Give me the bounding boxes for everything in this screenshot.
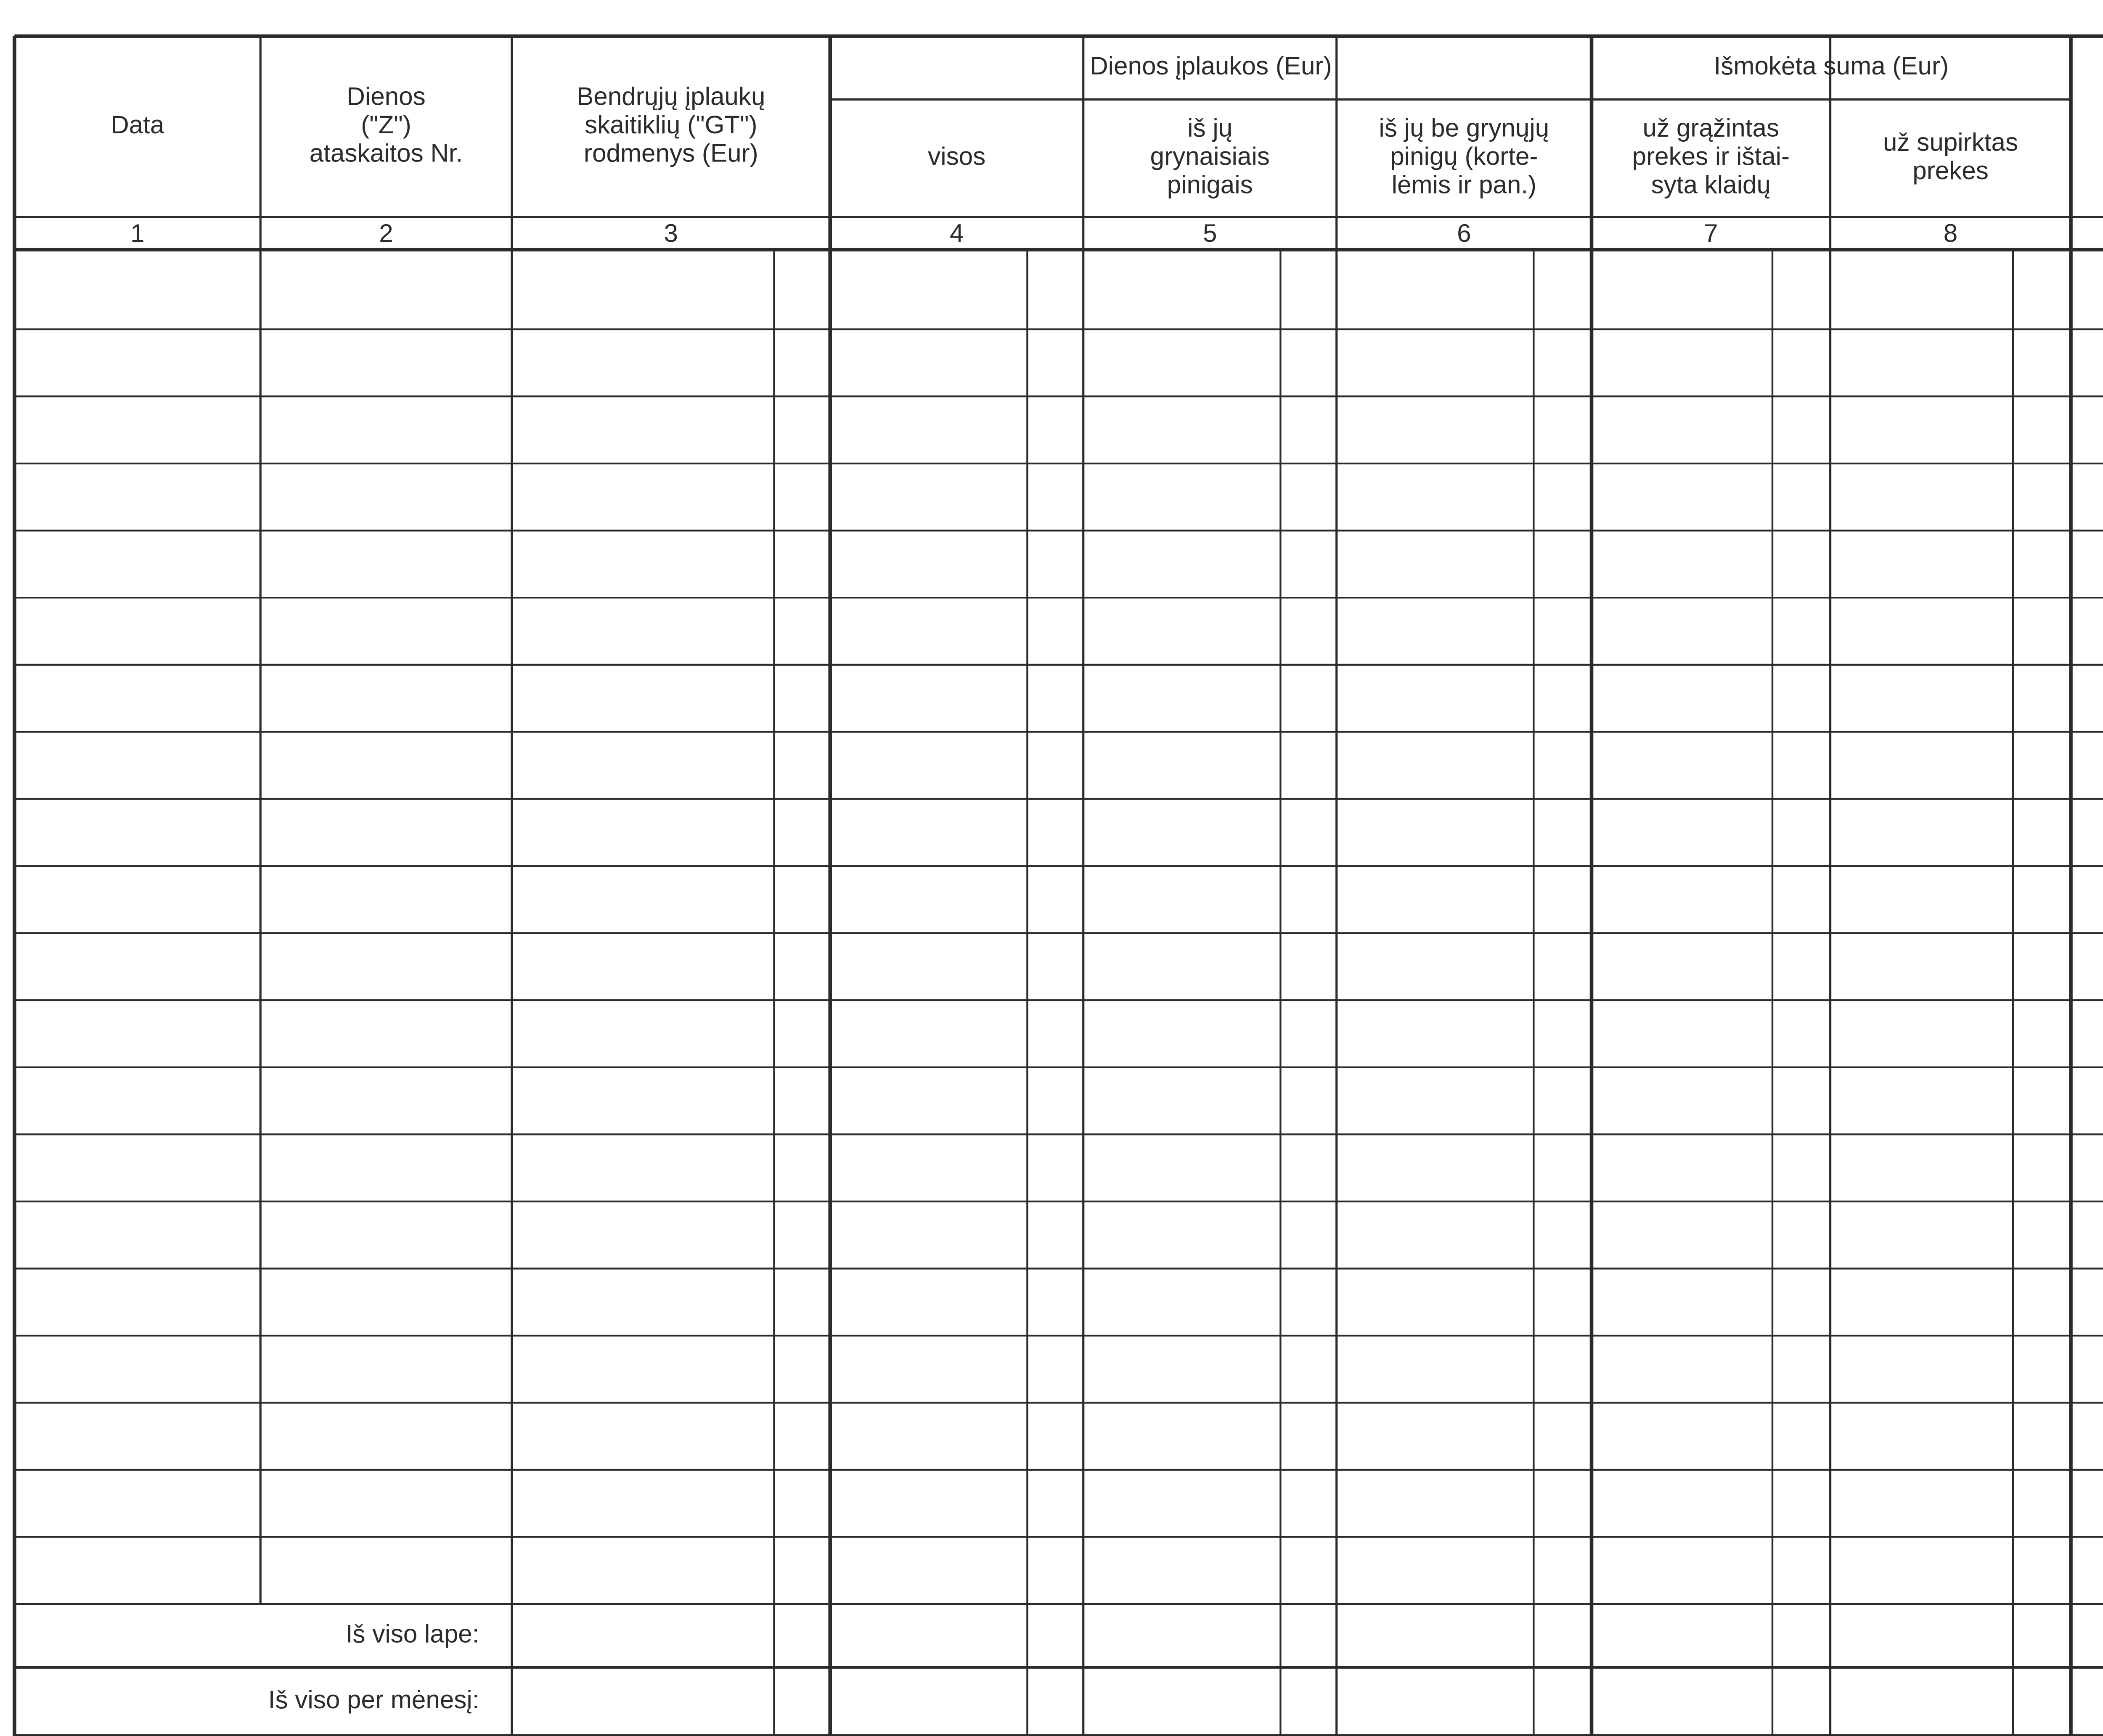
form-labels bbox=[111, 37, 2103, 1714]
column-title-8: už supirktas prekes bbox=[1883, 128, 2018, 185]
column-number-8: 8 bbox=[1943, 219, 1958, 247]
column-number-7: 7 bbox=[1704, 219, 1718, 247]
page-total-label: Iš viso lape: bbox=[345, 1620, 479, 1648]
column-title-4: visos bbox=[928, 142, 986, 171]
column-title-1: Data bbox=[111, 110, 164, 139]
column-title-6: iš jų be grynųjų pinigų (korte-lėmis ir pan.) bbox=[1379, 114, 1549, 199]
group-header-daily-receipts: Dienos įplaukos (Eur) bbox=[1090, 52, 1332, 80]
column-number-3: 3 bbox=[664, 219, 678, 247]
column-number-4: 4 bbox=[949, 219, 964, 247]
column-title-3: Bendrųjų įplaukų skaitiklių ("GT") rodmenys (Eur) bbox=[577, 82, 765, 167]
column-number-1: 1 bbox=[130, 219, 145, 247]
column-number-2: 2 bbox=[379, 219, 393, 247]
column-title-7: už grąžintas prekes ir ištai-syta klaidų bbox=[1632, 114, 1790, 199]
column-title-2: Dienos ("Z") ataskaitos Nr. bbox=[309, 82, 463, 167]
column-title-5: iš jų grynaisiais pinigais bbox=[1150, 114, 1270, 199]
form-grid bbox=[14, 36, 2103, 1736]
column-number-5: 5 bbox=[1202, 219, 1217, 247]
column-number-6: 6 bbox=[1457, 219, 1471, 247]
group-header-paid-out: Išmokėta suma (Eur) bbox=[1714, 52, 1949, 80]
month-total-label: Iš viso per mėnesį: bbox=[268, 1686, 479, 1714]
